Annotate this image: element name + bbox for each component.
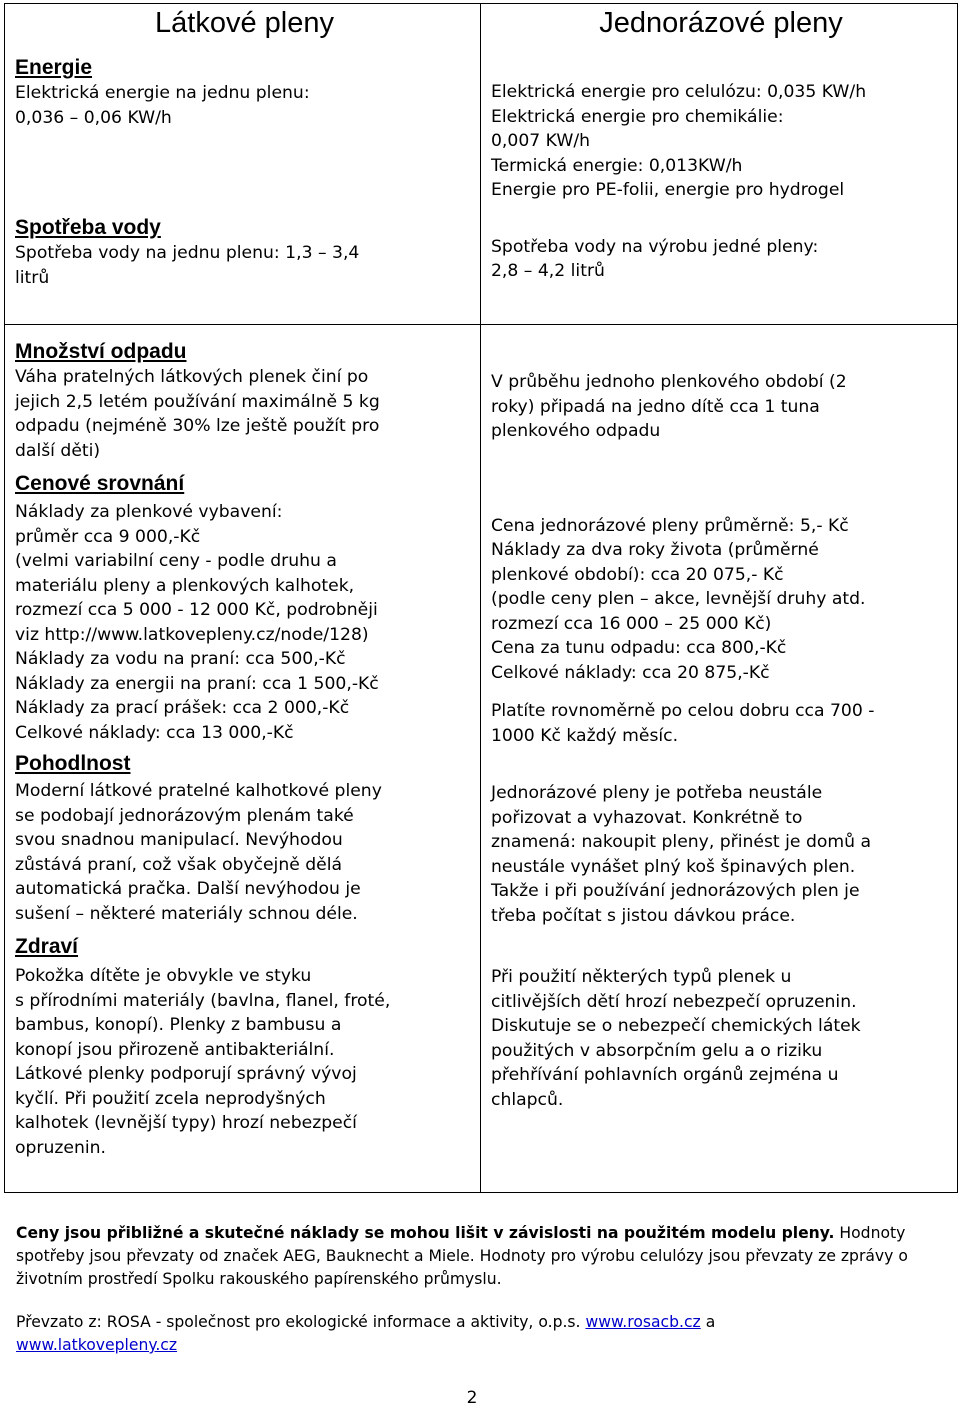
cell-right-main	[481, 325, 958, 1193]
comfort-disposable-text: Jednorázové pleny je potřeba neustále pořizovat a vyhazovat. Konkrétně to znamená: nakoupit pleny, přinést je domů a neustále vynášet plný koš špinavých plen. Takže i při používání jednorázových plen je třeba počítat s jistou dávkou práce.	[491, 783, 872, 926]
section-title-waste: Množství odpadu	[15, 340, 187, 363]
column-header-cloth: Látkové pleny	[155, 7, 334, 39]
source-prefix-text: Převzato z: ROSA - společnost pro ekologické informace a aktivity, o.p.s.	[16, 1313, 586, 1331]
comfort-cloth-text: Moderní látkové pratelné kalhotkové pleny se podobají jednorázovým plenám také svou snadnou manipulací. Nevýhodou zůstává praní, což však obyčejně dělá automatická pračka. Další nevýhodou je sušení – některé materiály schnou déle.	[15, 781, 382, 924]
water-disposable-text: Spotřeba vody na výrobu jedné pleny: 2,8 – 4,2 litrů	[491, 236, 819, 281]
cell-left-energy-water	[5, 4, 481, 325]
disclaimer-text: Hodnoty spotřeby jsou převzaty od značek AEG, Bauknecht a Miele. Hodnoty pro výrobu celulózy jsou převzaty ze zprávy o životním prostředí Spolku rakouského papírenského průmyslu.	[16, 1224, 908, 1288]
energy-cloth-text: Elektrická energie na jednu plenu: 0,036 – 0,06 KW/h	[15, 83, 310, 128]
waste-disposable-text: V průběhu jednoho plenkového období (2 roky) připadá na jedno dítě cca 1 tuna plenkového odpadu	[491, 372, 847, 441]
disclaimer-note	[16, 1222, 946, 1291]
price-cloth-text: Náklady za plenkové vybavení: průměr cca 9 000,-Kč (velmi variabilní ceny - podle druhu a materiálu pleny a plenkových kalhotek, rozmezí cca 5 000 - 12 000 Kč, podrobněji viz http://www.latkovepleny.cz/node/128) Náklady za vodu na praní: cca 500,-Kč Náklady za energii na praní: cca 1 500,-Kč Náklady za prací prášek: cca 2 000,-Kč Celkové náklady: cca 13 000,-Kč	[15, 502, 379, 743]
cell-right-energy-water	[481, 4, 958, 325]
table-row	[5, 325, 958, 1193]
price-disposable-text: Cena jednorázové pleny průměrně: 5,- Kč Náklady za dva roky života (průměrné plenkové období): cca 20 075,- Kč (podle ceny plen – akce, levnější druhy atd. rozmezí cca 16 000 – 25 000 Kč) Cena za tunu odpadu: cca 800,-Kč Celkové náklady: cca 20 875,-Kč	[491, 515, 866, 683]
cell-left-main	[5, 325, 481, 1193]
energy-disposable-text: Elektrická energie pro celulózu: 0,035 KW/h Elektrická energie pro chemikálie: 0,007 KW/h Termická energie: 0,013KW/h Energie pro PE-folii, energie pro hydrogel	[491, 82, 867, 200]
section-title-health: Zdraví	[15, 935, 79, 958]
latkovepleny-link[interactable]: www.latkovepleny.cz	[16, 1336, 178, 1354]
section-title-comfort: Pohodlnost	[15, 752, 131, 775]
water-cloth-text: Spotřeba vody na jednu plenu: 1,3 – 3,4 litrů	[15, 243, 360, 288]
health-disposable-text: Při použití některých typů plenek u citlivějších dětí hrozí nebezpečí opruzenin. Diskutuje se o nebezpečí chemických látek použitých v absorpčním gelu a o riziku přehřívání pohlavních orgánů zejména u chlapců.	[491, 967, 861, 1110]
rosacb-link[interactable]: www.rosacb.cz	[585, 1313, 701, 1331]
health-cloth-text: Pokožka dítěte je obvykle ve styku s přírodními materiály (bavlna, flanel, froté, bambus, konopí). Plenky z bambusu a konopí jsou přirozeně antibakteriální. Látkové plenky podporují správný vývoj kyčlí. Při použití zcela neprodyšných kalhotek (levnější typy) hrozí nebezpečí opruzenin.	[15, 966, 391, 1158]
section-title-water: Spotřeba vody	[15, 216, 161, 239]
disclaimer-bold-text: Ceny jsou přibližné a skutečné náklady se mohou lišit v závislosti na použitém modelu pleny.	[16, 1224, 835, 1242]
section-title-price: Cenové srovnání	[15, 472, 185, 495]
source-note	[16, 1311, 946, 1357]
section-title-energy: Energie	[15, 56, 93, 79]
table-row	[5, 4, 958, 325]
price-disposable-monthly-text: Platíte rovnoměrně po celou dobru cca 700 - 1000 Kč každý měsíc.	[491, 701, 875, 746]
page-number: 2	[466, 1388, 478, 1408]
column-header-disposable: Jednorázové pleny	[599, 7, 843, 39]
source-and-text: a	[700, 1313, 716, 1331]
comparison-table	[4, 3, 958, 1193]
waste-cloth-text: Váha pratelných látkových plenek činí po jejich 2,5 letém používání maximálně 5 kg odpadu (nejméně 30% lze ještě použít pro další děti)	[15, 367, 380, 461]
